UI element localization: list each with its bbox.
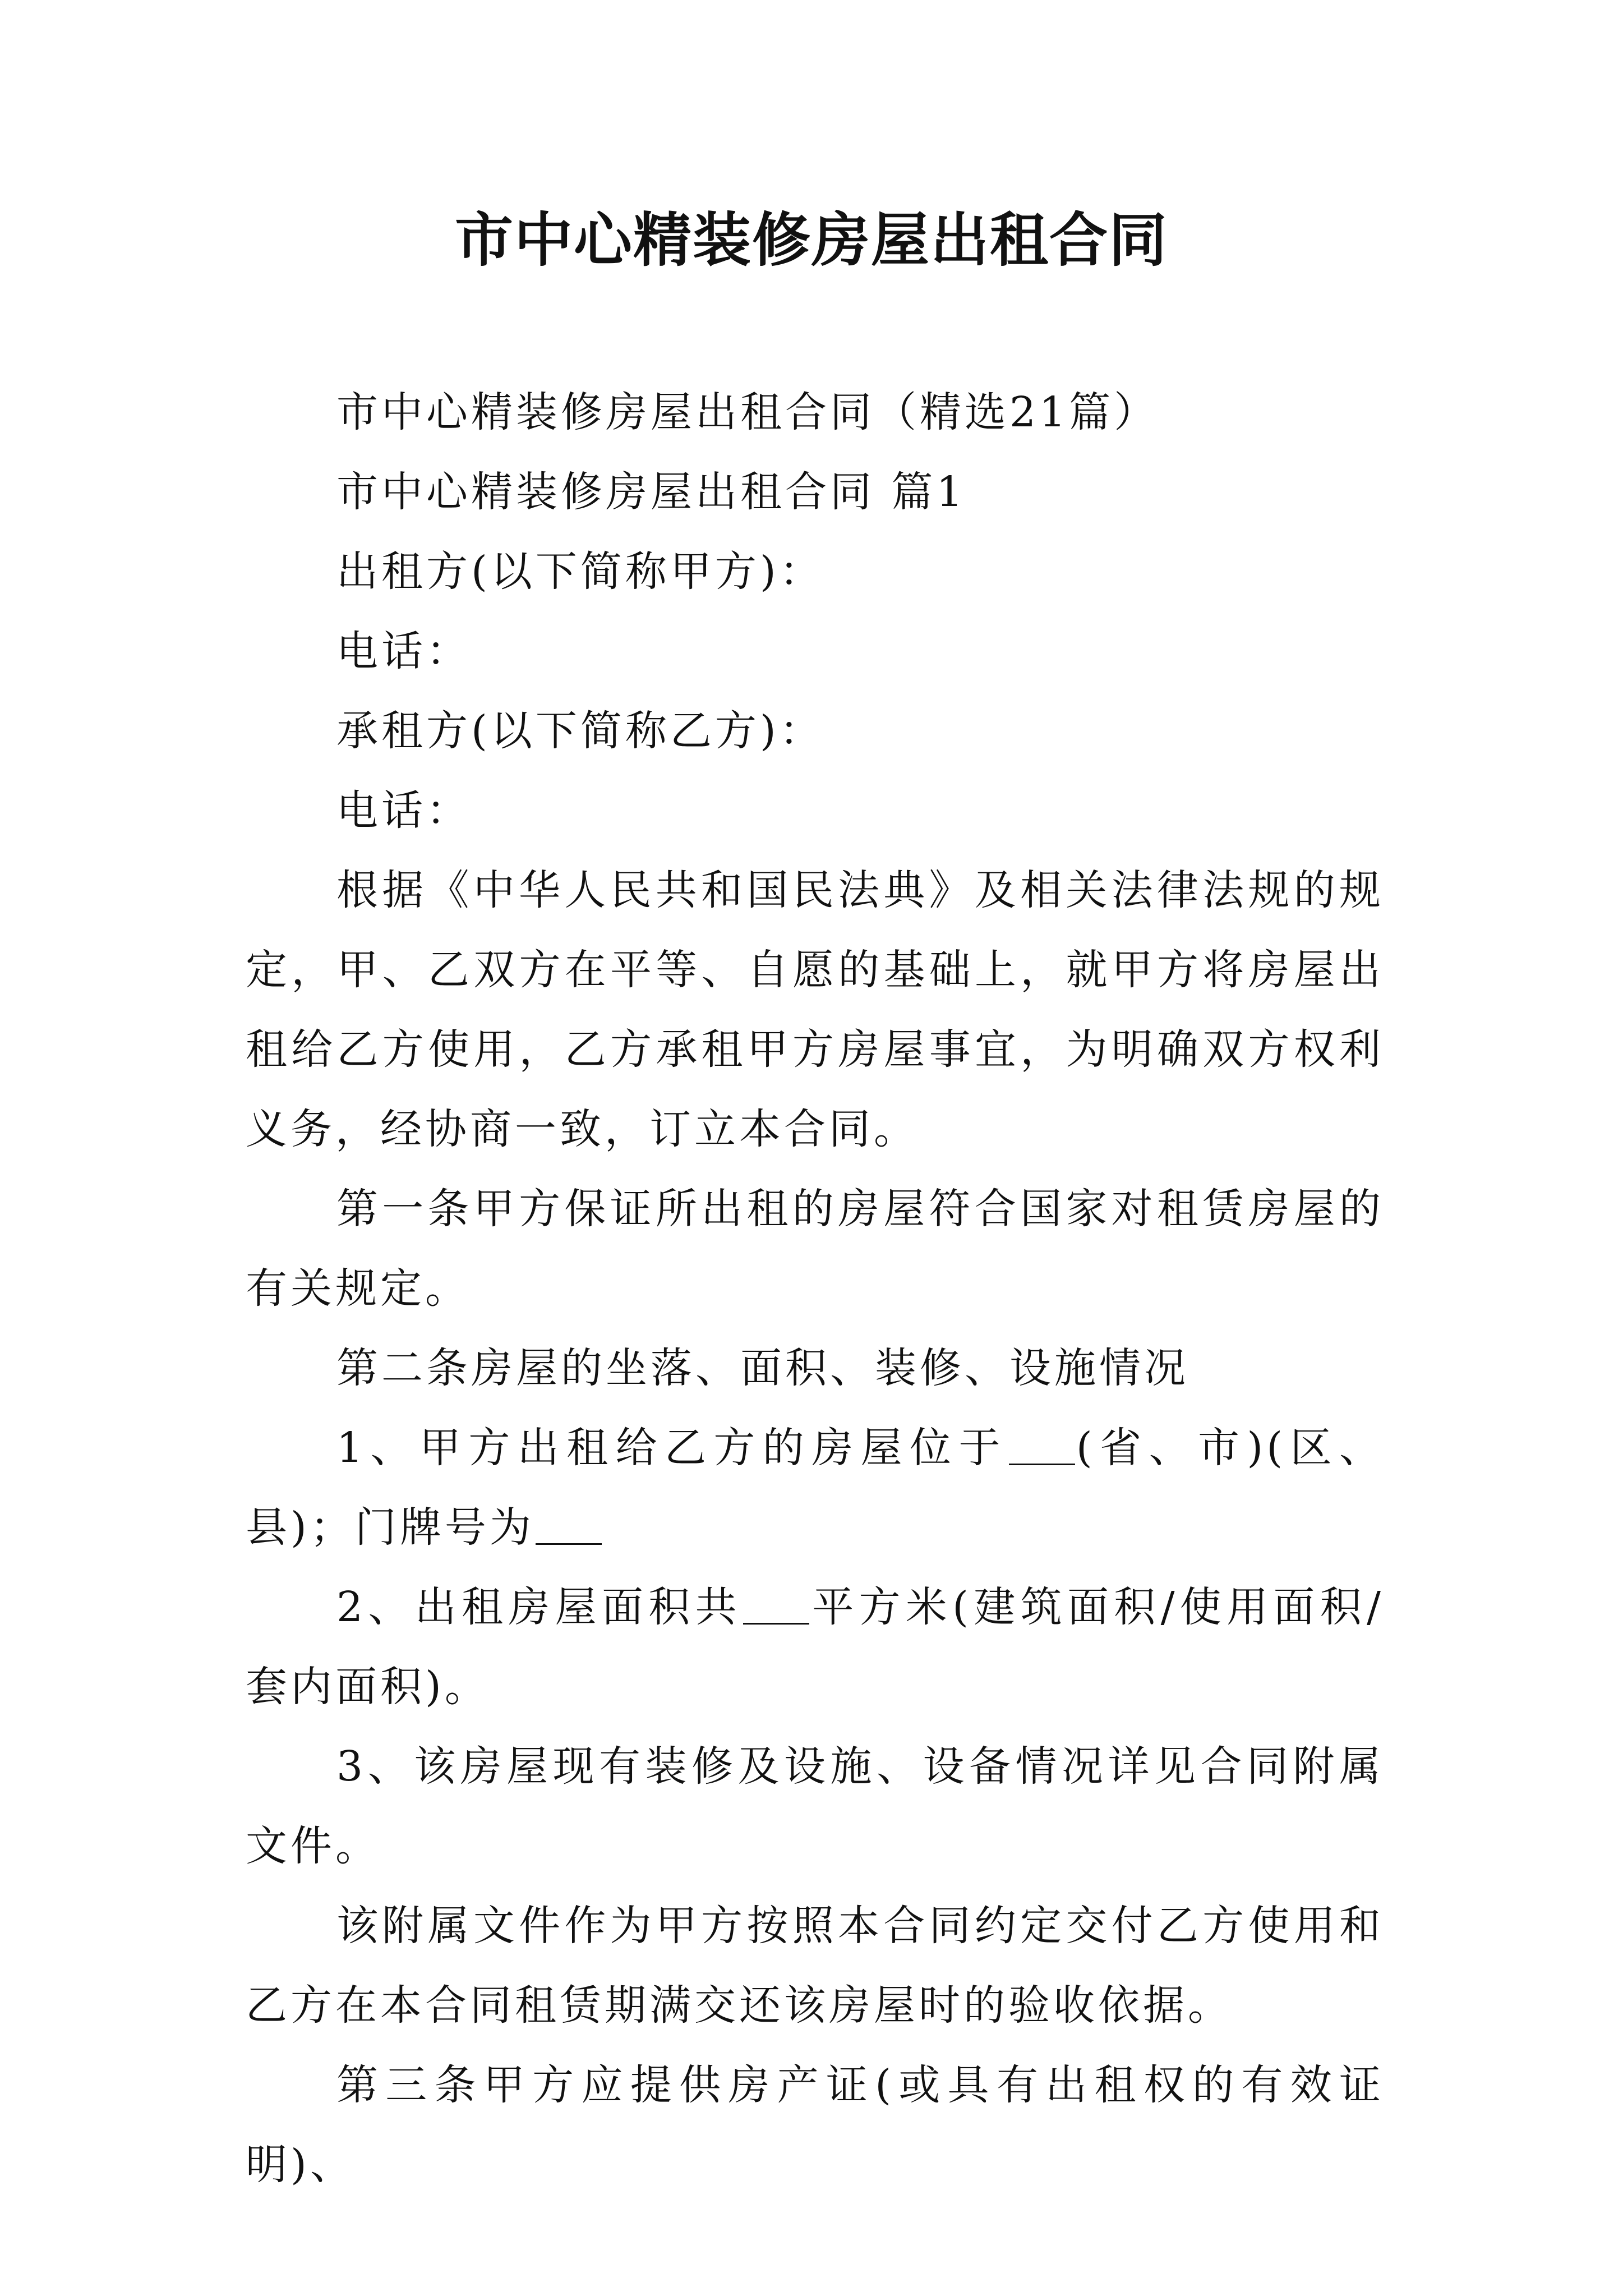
article-2-heading: 第二条房屋的坐落、面积、装修、设施情况 [336, 1344, 1189, 1392]
section-heading-paragraph: 市中心精装修房屋出租合同 篇1 [336, 468, 966, 516]
item-2-text-after: 平方米(建筑面积/使用面积/套内面积)。 [246, 1583, 1384, 1711]
article-3-paragraph: 第三条甲方应提供房产证(或具有出租权的有效证明)、 [246, 2061, 1384, 2189]
fill-in-blank [1009, 1422, 1075, 1465]
item-2-paragraph [246, 1567, 1384, 1727]
subtitle-paragraph: 市中心精装修房屋出租合同（精选21篇） [336, 388, 1159, 436]
item-1-text-before: 1、甲方出租给乙方的房屋位于 [336, 1424, 1008, 1472]
document-title: 市中心精装修房屋出租合同 [454, 205, 1168, 274]
article-1-paragraph: 第一条甲方保证所出租的房屋符合国家对租赁房屋的有关规定。 [246, 1185, 1384, 1313]
lessor-phone-line: 电话： [336, 627, 471, 675]
lessee-phone-line: 电话： [336, 786, 471, 835]
attachment-note-paragraph: 该附属文件作为甲方按照本合同约定交付乙方使用和乙方在本合同租赁期满交还该房屋时的验收依据。 [246, 1902, 1384, 2030]
item-3-paragraph: 3、该房屋现有装修及设施、设备情况详见合同附属文件。 [246, 1742, 1384, 1870]
item-2-text-before: 2、出租房屋面积共 [336, 1583, 742, 1631]
preamble-paragraph: 根据《中华人民共和国民法典》及相关法律法规的规定，甲、乙双方在平等、自愿的基础上，就甲方将房屋出租给乙方使用，乙方承租甲方房屋事宜，为明确双方权利义务，经协商一致，订立本合同。 [246, 866, 1384, 1153]
document-body [246, 372, 1384, 2205]
lessee-line: 承租方(以下简称乙方)： [336, 707, 824, 755]
item-1-text-middle: (省、市)(区、县)；门牌号为 [246, 1424, 1384, 1552]
lessor-line: 出租方(以下简称甲方)： [336, 547, 824, 596]
fill-in-blank [743, 1581, 809, 1625]
item-1-paragraph [246, 1408, 1384, 1567]
fill-in-blank [536, 1502, 602, 1545]
